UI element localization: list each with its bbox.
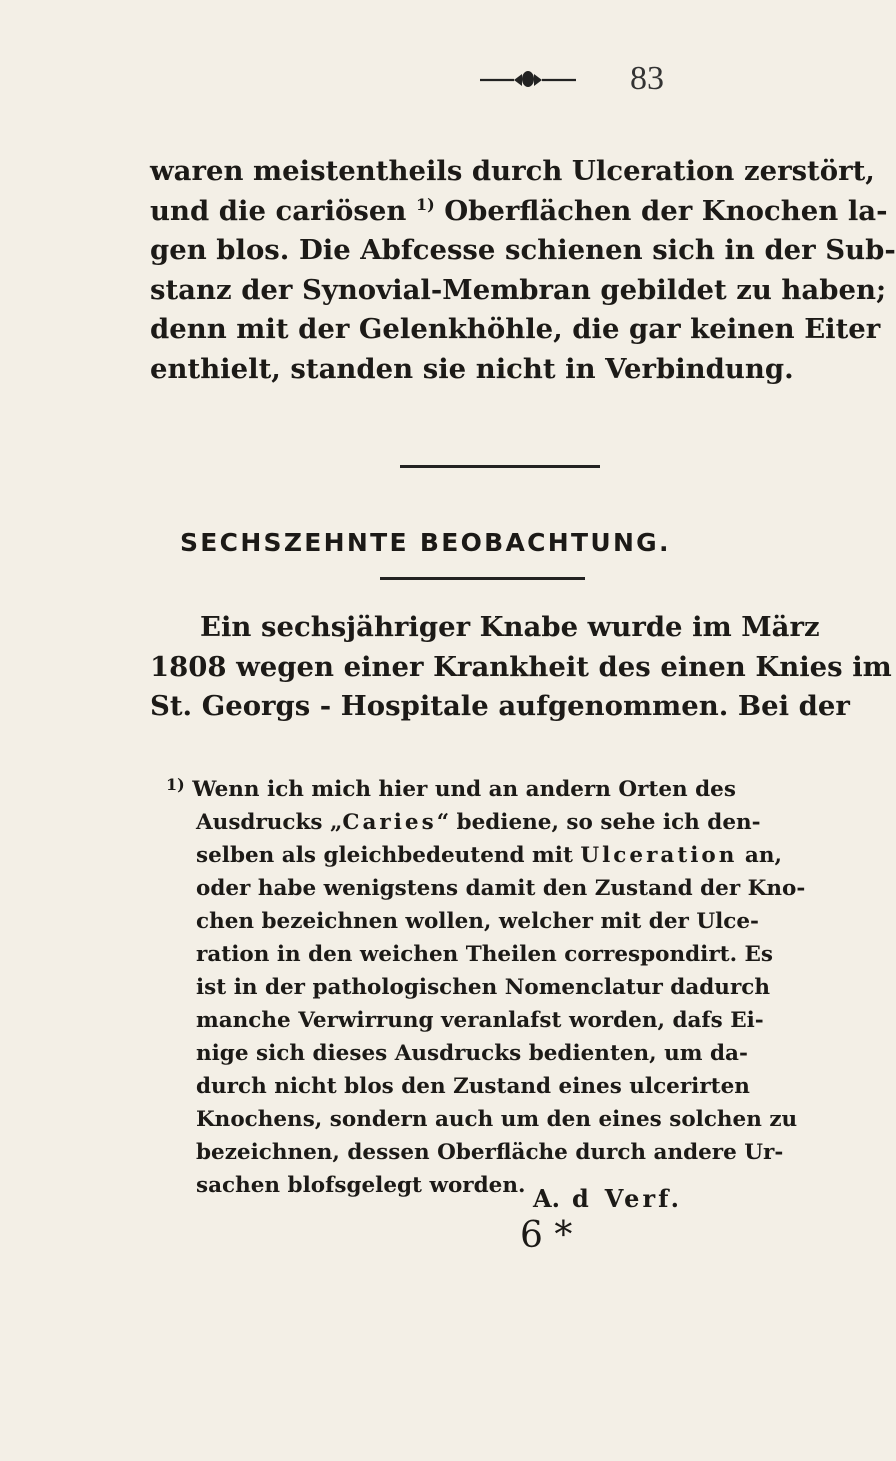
page-number: 83 — [630, 60, 664, 97]
footnote-line: oder habe wenigstens damit den Zustand der Kno- — [196, 876, 806, 901]
footnote-line: chen bezeichnen wollen, welcher mit der Ulce- — [196, 909, 759, 934]
footnote-line: durch nicht blos den Zustand eines ulcerirten — [196, 1074, 750, 1099]
text-line: denn mit der Gelenkhöhle, die gar keinen Eiter — [150, 313, 881, 345]
footnote-line: bezeichnen, dessen Oberfläche durch andere Ur- — [196, 1140, 784, 1165]
text-line: Ein sechsjähriger Knabe wurde im März — [200, 611, 820, 643]
footnote-signature: A. d Verf. — [533, 1184, 682, 1213]
footnote-line: selben als gleichbedeutend mit Ulceration an, — [196, 843, 782, 868]
page-header — [0, 62, 800, 102]
paragraph-2 — [150, 608, 892, 727]
footnote-line: Ausdrucks „Caries“ bediene, so sehe ich den- — [196, 810, 761, 835]
footnote-line: ration in den weichen Theilen correspondirt. Es — [196, 942, 774, 967]
section-heading: SECHSZEHNTE BEOBACHTUNG. — [180, 528, 671, 557]
signature-mark: 6 * — [520, 1215, 573, 1256]
text-line: St. Georgs - Hospitale aufgenommen. Bei der — [150, 690, 850, 722]
footnote-line: $^{1)}$ Wenn ich mich hier und an andern Orten des — [166, 775, 736, 802]
text-line: gen blos. Die Abfcesse schienen sich in der Sub- — [150, 234, 896, 266]
ornament-icon — [478, 66, 578, 90]
text-line: und die cariösen $^{1)}$ Oberflächen der Knochen la- — [150, 194, 888, 227]
footnote-line: ist in der pathologischen Nomenclatur dadurch — [196, 975, 770, 1000]
text-line: 1808 wegen einer Krankheit des einen Knies im — [150, 650, 892, 683]
footnote-reference: 1) — [415, 194, 435, 214]
paragraph-1 — [150, 152, 896, 389]
footnote-line: Knochens, sondern auch um den eines solchen zu — [196, 1107, 798, 1132]
divider-rule — [400, 465, 600, 468]
text-line: waren meistentheils durch Ulceration zerstört, — [150, 155, 875, 187]
footnote-marker: 1) — [166, 775, 185, 794]
footnote-line: manche Verwirrung veranlafst worden, dafs Ei- — [196, 1008, 764, 1033]
footnote — [150, 768, 806, 1202]
text-line: stanz der Synovial-Membran gebildet zu haben; — [150, 273, 887, 306]
footnote-line: sachen blofsgelegt worden. — [196, 1173, 526, 1198]
footnote-line: nige sich dieses Ausdrucks bedienten, um da- — [196, 1041, 748, 1066]
text-line: enthielt, standen sie nicht in Verbindung. — [150, 352, 794, 385]
divider-rule — [380, 577, 585, 580]
